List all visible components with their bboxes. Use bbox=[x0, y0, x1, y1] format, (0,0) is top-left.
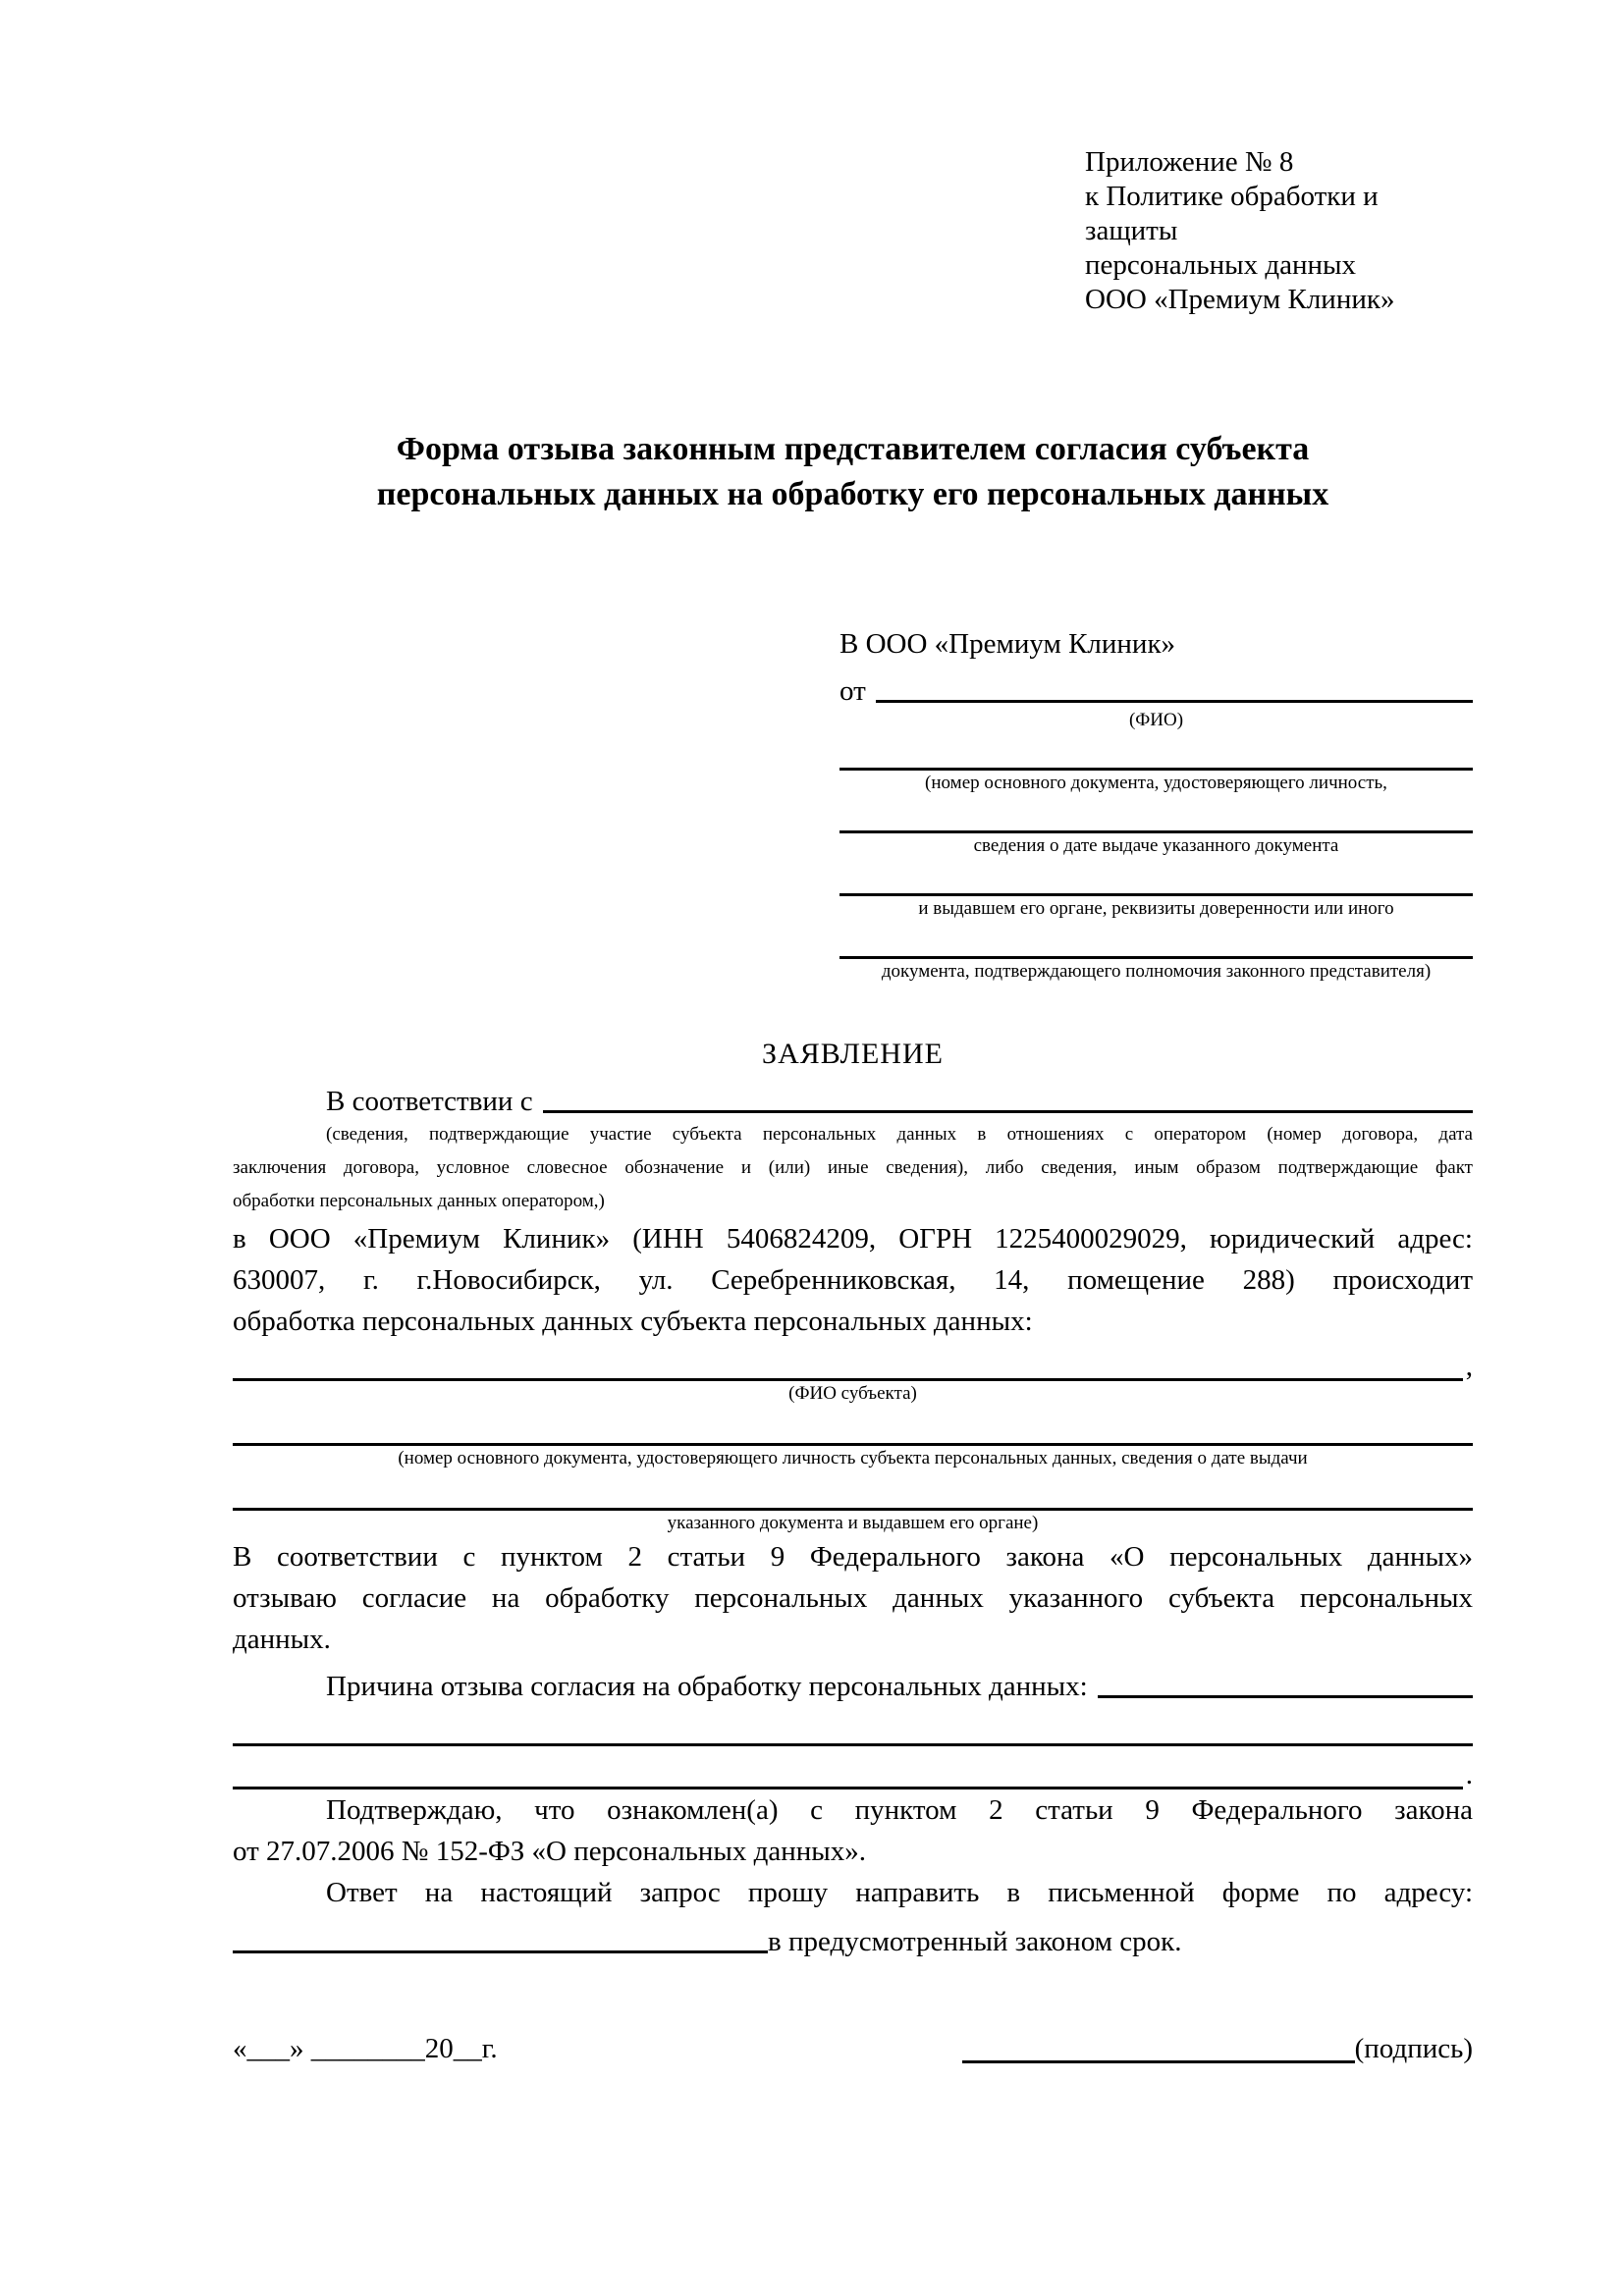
subject-name-caption: (ФИО субъекта) bbox=[788, 1383, 917, 1404]
reason-prefix: Причина отзыва согласия на обработку персональных данных: bbox=[326, 1671, 1088, 1702]
accordance-line bbox=[233, 1075, 1473, 1118]
blank-field-row bbox=[839, 796, 1473, 833]
addressee-block bbox=[839, 623, 1473, 985]
reply-address-blank-line bbox=[233, 1913, 1473, 1958]
date-field: «___» ________20__г. bbox=[233, 2033, 498, 2064]
operator-paragraph bbox=[233, 1218, 1473, 1342]
reason-blank-field bbox=[1098, 1695, 1473, 1698]
trailing-comma: , bbox=[1465, 1351, 1473, 1382]
date-signature-row bbox=[233, 2027, 1473, 2071]
subject-doc-caption: (номер основного документа, удостоверяющего личность субъекта персональных данных, сведения о дате выдачи bbox=[398, 1448, 1308, 1468]
reply-deadline-text: в предусмотренный законом срок. bbox=[768, 1926, 1182, 1957]
field-caption: сведения о дате выдаче указанного документа bbox=[973, 835, 1339, 856]
withdrawal-paragraph bbox=[233, 1536, 1473, 1660]
statement-heading: ЗАЯВЛЕНИЕ bbox=[762, 1038, 944, 1070]
paragraph-line: отзываю согласие на обработку персональных данных указанного субъекта персональных bbox=[233, 1582, 1473, 1614]
from-label: от bbox=[839, 675, 866, 707]
paragraph-line: В соответствии с пунктом 2 статьи 9 Федерального закона «О персональных данных» bbox=[233, 1541, 1473, 1573]
paragraph-line: в ООО «Премиум Клиник» (ИНН 5406824209, ОГРН 1225400029029, юридический адрес: bbox=[233, 1223, 1473, 1255]
paragraph-line: обработка персональных данных субъекта персональных данных: bbox=[233, 1306, 1033, 1337]
paragraph-line: данных. bbox=[233, 1624, 331, 1655]
field-caption: документа, подтверждающего полномочия законного представителя) bbox=[881, 961, 1432, 982]
signature-blank-field bbox=[962, 2060, 1355, 2063]
field-caption: (номер основного документа, удостоверяющего личность, bbox=[925, 773, 1387, 793]
from-line bbox=[839, 665, 1473, 708]
blank-field bbox=[233, 1743, 1473, 1746]
reply-address-blank-field bbox=[233, 1950, 768, 1953]
accordance-prefix: В соответствии с bbox=[326, 1086, 533, 1117]
small-note-paragraph bbox=[233, 1118, 1473, 1218]
appendix-header-line: персональных данных bbox=[1085, 249, 1357, 281]
appendix-header-line: ООО «Премиум Клиник» bbox=[1085, 284, 1395, 315]
appendix-header bbox=[1085, 145, 1473, 317]
subject-name-field-row bbox=[233, 1342, 1473, 1381]
form-title bbox=[233, 427, 1473, 517]
small-note-line: обработки персональных данных оператором,) bbox=[233, 1191, 605, 1211]
signature-area bbox=[962, 2027, 1473, 2071]
blank-field-row bbox=[839, 922, 1473, 959]
from-blank-field bbox=[876, 700, 1473, 703]
form-title-line: персональных данных на обработку его персональных данных bbox=[376, 476, 1329, 512]
paragraph-line: 630007, г. г.Новосибирск, ул. Серебренниковская, 14, помещение 288) происходит bbox=[233, 1264, 1473, 1296]
field-caption-fio: (ФИО) bbox=[1128, 710, 1184, 730]
subject-doc-field-row-2 bbox=[233, 1471, 1473, 1511]
confirmation-paragraph bbox=[233, 1789, 1473, 1872]
blank-field-row bbox=[839, 733, 1473, 771]
signature-caption: (подпись) bbox=[1354, 2033, 1473, 2064]
appendix-header-line: Приложение № 8 bbox=[1085, 146, 1294, 178]
blank-field-row bbox=[839, 859, 1473, 896]
accordance-blank-field bbox=[543, 1110, 1473, 1113]
field-caption: и выдавшем его органе, реквизиты доверенности или иного bbox=[918, 898, 1394, 919]
small-note-line: (сведения, подтверждающие участие субъекта персональных данных в отношениях с оператором (номер договора, дата bbox=[326, 1124, 1473, 1145]
reason-line bbox=[233, 1660, 1473, 1703]
form-title-line: Форма отзыва законным представителем согласия субъекта bbox=[396, 431, 1310, 467]
appendix-header-line: к Политике обработки и защиты bbox=[1085, 181, 1379, 246]
statement-section bbox=[233, 1034, 1473, 1958]
addressee-org: В ООО «Премиум Клиник» bbox=[839, 628, 1176, 660]
small-note-line: заключения договора, условное словесное обозначение и (или) иные сведения), либо сведения, иным образом подтверждающие факт bbox=[233, 1157, 1473, 1178]
reason-blank-line-1 bbox=[233, 1703, 1473, 1746]
paragraph-line: Подтверждаю, что ознакомлен(а) с пунктом 2 статьи 9 Федерального закона bbox=[326, 1794, 1473, 1826]
subject-doc-field-row bbox=[233, 1407, 1473, 1446]
reply-address-line: Ответ на настоящий запрос прошу направить в письменной форме по адресу: bbox=[326, 1877, 1473, 1908]
paragraph-line: от 27.07.2006 № 152-ФЗ «О персональных данных». bbox=[233, 1836, 867, 1867]
trailing-period: . bbox=[1465, 1759, 1473, 1790]
reason-blank-line-2 bbox=[233, 1746, 1473, 1789]
subject-doc-caption-2: указанного документа и выдавшем его органе) bbox=[667, 1513, 1039, 1533]
